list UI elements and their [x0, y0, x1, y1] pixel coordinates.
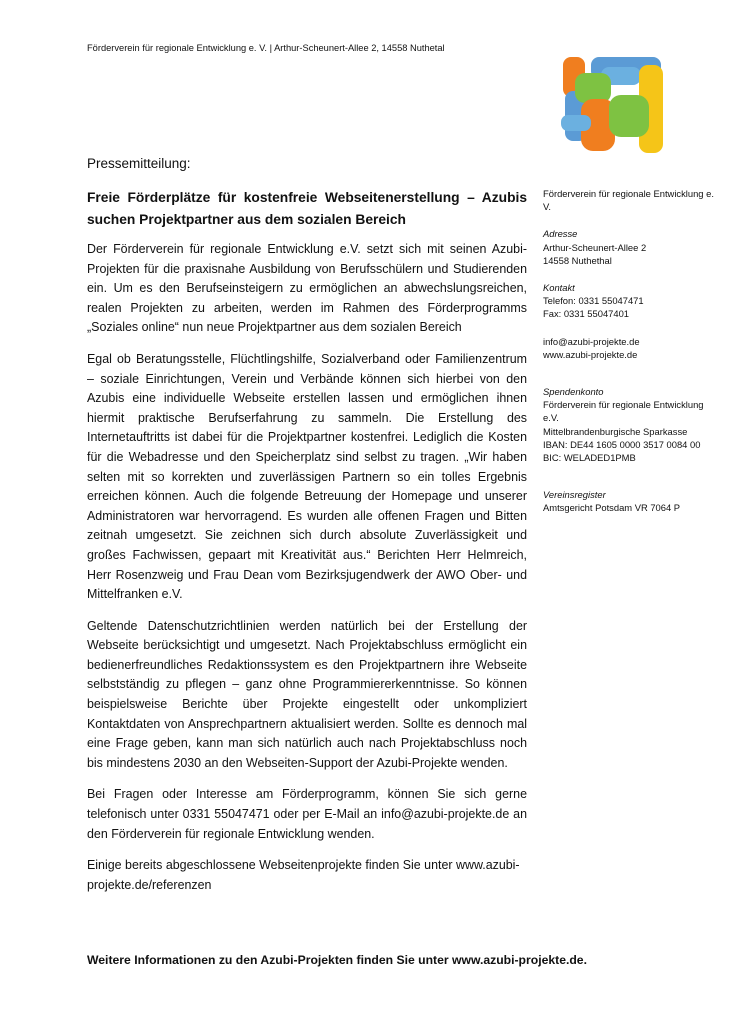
sender-address-line: Förderverein für regionale Entwicklung e. V. | Arthur-Scheunert-Allee 2, 14558 Nuthetal	[87, 43, 445, 53]
register-heading: Vereinsregister	[543, 489, 606, 501]
sidebar-donation	[543, 385, 718, 464]
donation-heading: Spendenkonto	[543, 386, 604, 398]
address-city: 14558 Nuthethal	[543, 254, 612, 266]
body-paragraph: Geltende Datenschutzrichtlinien werden natürlich bei der Erstellung der Webseite berücksichtigt und umgesetzt. Nach Projektabschluss ermöglicht ein bedienerfreundliches Redaktionssystem es den Projektpartnern ihre Webseite selbstständig zu pflegen – ganz ohne Programmiererkenntnisse. So können beispielsweise Berichte über Projekte eingestellt oder unkompliziert Kontaktdaten von Ansprechpartnern aktualisiert werden. Sollte es dennoch mal eine Frage geben, kann man sich natürlich auch nach Projektabschluss noch bis mindestens 2030 an den Webseiten-Support der Azubi-Projekte wenden.	[87, 618, 527, 770]
contact-fax: Fax: 0331 55047401	[543, 308, 630, 320]
address-heading: Adresse	[543, 228, 578, 240]
contact-website-link[interactable]: www.azubi-projekte.de	[543, 348, 638, 360]
sidebar-contact	[543, 281, 718, 321]
sidebar-address	[543, 227, 718, 267]
contact-phone: Telefon: 0331 55047471	[543, 295, 644, 307]
press-release-headline: Freie Förderplätze für kostenfreie Webseitenerstellung – Azubis suchen Projektpartner aus dem sozialen Bereich	[87, 190, 527, 227]
contact-sidebar	[543, 187, 718, 529]
footer-more-info: Weitere Informationen zu den Azubi-Projekten finden Sie unter www.azubi-projekte.de.	[87, 953, 587, 967]
body-paragraph: Egal ob Beratungsstelle, Flüchtlingshilfe, Sozialverband oder Familienzentrum – soziale Einrichtungen, Verein und Verbände können sich hierbei von den Azubis eine individuelle Webseite erstellen lassen und ermöglichen ihnen hiermit praktische Berufserfahrung zu sammeln. Die Erstellung des Internetauftritts ist dabei für die Projektpartner kostenfrei. Lediglich die Kosten für die Webadresse und den Speicherplatz sind selbst zu tragen. „Wir haben selten mit so korrekten und zuverlässigen Partnern so ein tolles Ergebnis erreichen können. Auch die folgende Betreuung der Homepage und unserer Administratoren war hervorragend. Es wurden alle offenen Fragen und Bitten zeitnah umgesetzt. Sie zeichnen sich durch absolute Zuverlässigkeit und großes Fachwissen, gepaart mit Kreativität aus.“ Berichten Herr Helmreich, Herr Rosenzweig und Frau Dean vom Bezirksjugendwerk der AWO Ober- und Mittelfranken e.V.	[87, 351, 527, 602]
register-court: Amtsgericht Potsdam VR 7064 P	[543, 502, 681, 514]
body-paragraph: Bei Fragen oder Interesse am Förderprogramm, können Sie sich gerne telefonisch unter 0331 55047471 oder per E-Mail an info@azubi-projekte.de an den Förderverein für regionale Entwicklung wenden.	[87, 787, 527, 841]
contact-email-link[interactable]: info@azubi-projekte.de	[543, 335, 640, 347]
interlocking-hands-logo-icon	[561, 55, 665, 156]
donation-holder: Förderverein für regionale Entwicklung e.V.	[543, 399, 704, 424]
sidebar-organization	[543, 187, 718, 213]
donation-bic: BIC: WELADED1PMB	[543, 452, 636, 464]
address-street: Arthur-Scheunert-Allee 2	[543, 241, 647, 253]
donation-iban: IBAN: DE44 1605 0000 3517 0084 00	[543, 438, 701, 450]
press-release-body	[87, 240, 527, 907]
document-type-label: Pressemitteilung:	[87, 156, 191, 171]
body-paragraph: Der Förderverein für regionale Entwicklung e.V. setzt sich mit seinen Azubi-Projekten für die praxisnahe Ausbildung von Berufsschülern und Studierenden ein. Um es den Berufseinsteigern zu ermöglichen an abwechslungsreichen, realen Projekten zu arbeiten, werden im Rahmen des Förderprogramms „Soziales online“ nun neue Projektpartner aus dem sozialen Bereich	[87, 242, 527, 335]
sidebar-online	[543, 335, 718, 361]
contact-heading: Kontakt	[543, 282, 575, 294]
body-paragraph: Einige bereits abgeschlossene Webseitenprojekte finden Sie unter www.azubi-projekte.de/referenzen	[87, 858, 520, 892]
sidebar-register	[543, 488, 718, 514]
donation-bank: Mittelbrandenburgische Sparkasse	[543, 425, 688, 437]
organization-name: Förderverein für regionale Entwicklung e. V.	[543, 188, 714, 213]
